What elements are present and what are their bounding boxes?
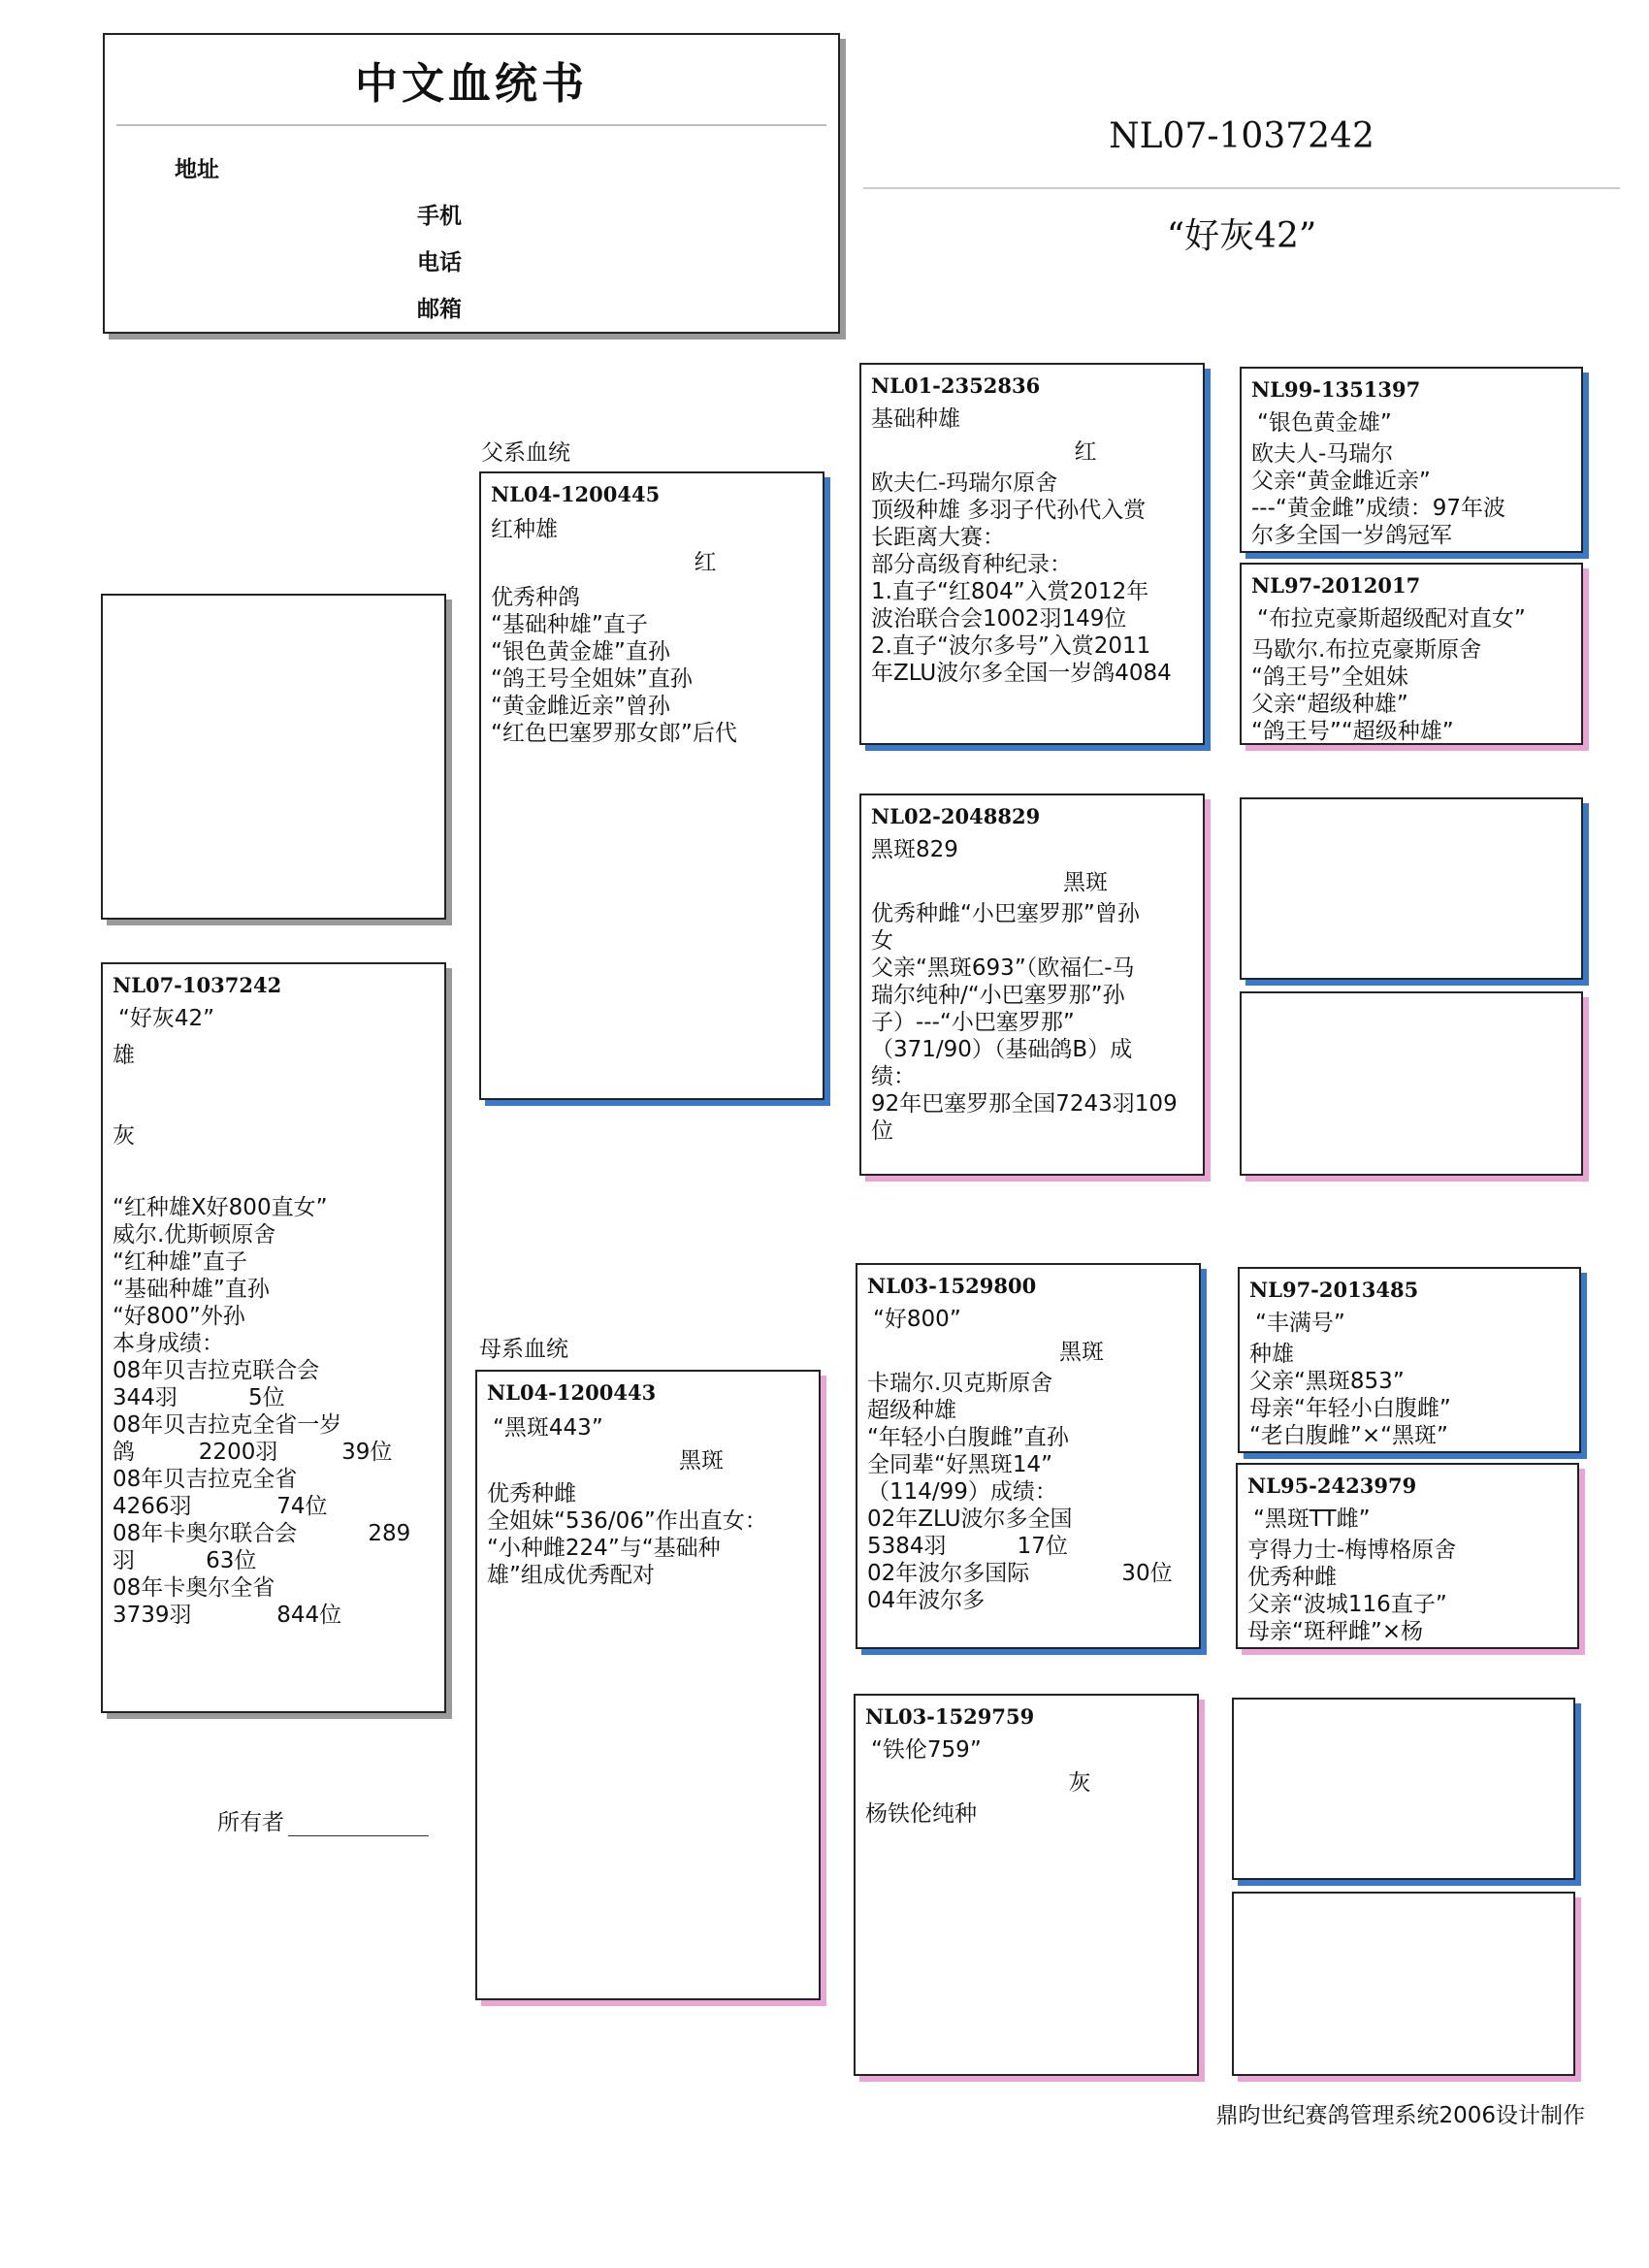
address-label: 地址 xyxy=(175,157,219,182)
sire-line-label: 父系血统 xyxy=(481,440,570,466)
note-line: “年轻小白腹雌”直孙 xyxy=(867,1425,1069,1450)
note-line: ---“黄金雌”成绩：97年波 xyxy=(1251,496,1505,521)
self-notes xyxy=(113,1194,435,1629)
note-line: 1.直子“红804”入赏2012年 xyxy=(871,579,1149,604)
self-card xyxy=(101,962,446,1713)
note-line: 92年巴塞罗那全国7243羽109 xyxy=(871,1091,1178,1117)
dsd-card xyxy=(1236,1463,1579,1649)
sire-name: 红种雄 xyxy=(491,517,558,542)
ss-color: 红 xyxy=(1074,439,1097,465)
header-divider xyxy=(116,124,826,126)
bird-name: “好灰42” xyxy=(1166,216,1317,256)
dss-card xyxy=(1238,1267,1581,1453)
note-line: 优秀种雌 xyxy=(487,1481,576,1507)
ss-notes xyxy=(871,470,1193,687)
note-line: 优秀种鸽 xyxy=(491,585,580,610)
header-box xyxy=(103,33,840,334)
note-line: 部分高级育种纪录： xyxy=(871,552,1072,577)
note-line: 母亲“年轻小白腹雌” xyxy=(1249,1396,1451,1421)
dss-notes xyxy=(1249,1341,1569,1449)
note-line: “老白腹雌”×“黑斑” xyxy=(1249,1423,1448,1448)
ssd-blank-card-2 xyxy=(1240,991,1583,1176)
note-line: “基础种雄”直子 xyxy=(491,612,648,637)
dd-blank-card-2 xyxy=(1232,1892,1575,2076)
dd-ring: NL03-1529759 xyxy=(865,1704,1035,1729)
dss-name: “丰满号” xyxy=(1255,1311,1345,1336)
note-line: “鸽王号全姐妹”直孙 xyxy=(491,666,693,692)
dss-ring: NL97-2013485 xyxy=(1249,1278,1419,1302)
note-line: 4266羽 74位 xyxy=(113,1494,328,1519)
note-line: 顶级种雄 多羽子代孙代入赏 xyxy=(871,498,1147,523)
note-line: 绩： xyxy=(871,1064,916,1089)
note-line: 亨得力士-梅博格原舍 xyxy=(1247,1538,1457,1563)
owner-blank-line xyxy=(288,1812,429,1836)
phone-label: 电话 xyxy=(417,250,462,275)
note-line: （371/90）（基础鸽B）成 xyxy=(871,1037,1133,1062)
owner-field xyxy=(217,1804,429,1836)
ssd-notes xyxy=(1251,636,1571,745)
sire-dam-card xyxy=(859,794,1205,1176)
ss-ring: NL01-2352836 xyxy=(871,373,1041,398)
dam-line-label: 母系血统 xyxy=(479,1337,568,1362)
note-line: 2.直子“波尔多号”入赏2011 xyxy=(871,633,1151,659)
sire-ring: NL04-1200445 xyxy=(491,482,661,506)
note-line: “红种雄”直子 xyxy=(113,1249,247,1275)
dam-color: 黑斑 xyxy=(679,1448,724,1474)
note-line: “基础种雄”直孙 xyxy=(113,1277,270,1302)
dam-sire-card xyxy=(856,1263,1201,1649)
note-line: 位 xyxy=(871,1118,893,1144)
note-line: 08年贝吉拉克联合会 xyxy=(113,1358,320,1383)
sss-notes xyxy=(1251,440,1571,549)
ss-name: 基础种雄 xyxy=(871,406,960,432)
note-line: 优秀种雌“小巴塞罗那”曾孙 xyxy=(871,901,1140,926)
note-line: 瑞尔纯种/“小巴塞罗那”孙 xyxy=(871,983,1125,1008)
ds-name: “好800” xyxy=(873,1307,961,1332)
self-sex: 雄 xyxy=(113,1043,135,1068)
sss-ring: NL99-1351397 xyxy=(1251,377,1421,402)
ssd-blank-card-1 xyxy=(1240,797,1583,980)
note-line: 全同辈“好黑斑14” xyxy=(867,1452,1053,1477)
note-line: “黄金雌近亲”曾孙 xyxy=(491,694,670,719)
note-line: 优秀种雌 xyxy=(1247,1565,1337,1590)
note-line: “好800”外孙 xyxy=(113,1304,245,1329)
note-line: “鸽王号”“超级种雄” xyxy=(1251,719,1454,744)
note-line: 344羽 5位 xyxy=(113,1385,285,1410)
note-line: “小种雌224”与“基础种 xyxy=(487,1536,721,1561)
note-line: 5384羽 17位 xyxy=(867,1534,1068,1559)
sss-name: “银色黄金雄” xyxy=(1257,410,1392,436)
dam-ring: NL04-1200443 xyxy=(487,1380,657,1405)
note-line: 超级种雄 xyxy=(867,1398,956,1423)
ssd-card xyxy=(1240,563,1583,745)
note-line: 08年卡奥尔全省 xyxy=(113,1575,275,1601)
note-line: 08年贝吉拉克全省 xyxy=(113,1467,298,1492)
ssd-ring: NL97-2012017 xyxy=(1251,573,1421,598)
document-title: 中文血统书 xyxy=(355,59,588,109)
note-line: 卡瑞尔.贝克斯原舍 xyxy=(867,1371,1053,1396)
dam-name: “黑斑443” xyxy=(493,1415,603,1441)
self-color: 灰 xyxy=(113,1123,135,1149)
note-line: 年ZLU波尔多全国一岁鸽4084 xyxy=(871,661,1172,686)
note-line: 04年波尔多 xyxy=(867,1588,986,1613)
note-line: （114/99）成绩： xyxy=(867,1479,1057,1505)
note-line: 羽 63位 xyxy=(113,1548,257,1573)
note-line: 全姐妹“536/06”作出直女： xyxy=(487,1508,767,1534)
ds-notes xyxy=(867,1370,1189,1614)
note-line: 08年贝吉拉克全省一岁 xyxy=(113,1412,342,1438)
self-name: “好灰42” xyxy=(118,1006,215,1031)
dd-notes xyxy=(865,1800,1187,1828)
note-line: 欧夫仁-玛瑞尔原舍 xyxy=(871,470,1058,496)
owner-label: 所有者 xyxy=(217,1810,284,1835)
photo-box xyxy=(101,594,446,920)
note-line: 鸽 2200羽 39位 xyxy=(113,1440,393,1465)
note-line: 子）---“小巴塞罗那” xyxy=(871,1010,1075,1035)
note-line: 08年卡奥尔联合会 289 xyxy=(113,1521,411,1546)
ssd-name: “布拉克豪斯超级配对直女” xyxy=(1257,606,1526,632)
sire-notes xyxy=(491,584,813,747)
note-line: 杨铁伦纯种 xyxy=(865,1801,977,1827)
dd-name: “铁伦759” xyxy=(871,1737,982,1763)
note-line: 波治联合会1002羽149位 xyxy=(871,606,1127,632)
sd-color: 黑斑 xyxy=(1063,870,1108,895)
note-line: 父亲“波城116直子” xyxy=(1247,1592,1447,1617)
note-line: 女 xyxy=(871,928,893,954)
note-line: 种雄 xyxy=(1249,1342,1294,1367)
dam-dam-card xyxy=(854,1694,1199,2076)
note-line: 威尔.优斯顿原舍 xyxy=(113,1222,276,1247)
note-line: 父亲“黑斑693”（欧福仁-马 xyxy=(871,956,1135,981)
title-divider xyxy=(863,187,1620,189)
note-line: 3739羽 844位 xyxy=(113,1603,342,1628)
note-line: 02年波尔多国际 30位 xyxy=(867,1561,1173,1586)
note-line: 欧夫人-马瑞尔 xyxy=(1251,441,1394,467)
note-line: 雄”组成优秀配对 xyxy=(487,1563,655,1588)
ds-ring: NL03-1529800 xyxy=(867,1274,1037,1298)
note-line: 02年ZLU波尔多全国 xyxy=(867,1507,1073,1532)
sd-notes xyxy=(871,900,1193,1145)
note-line: “红色巴塞罗那女郎”后代 xyxy=(491,721,737,746)
note-line: “鸽王号”全姐妹 xyxy=(1251,664,1408,690)
sd-name: 黑斑829 xyxy=(871,837,958,862)
email-label: 邮箱 xyxy=(417,297,462,322)
note-line: 本身成绩： xyxy=(113,1331,224,1356)
dsd-ring: NL95-2423979 xyxy=(1247,1474,1417,1498)
dd-blank-card-1 xyxy=(1232,1698,1575,1880)
note-line: 父亲“超级种雄” xyxy=(1251,692,1408,717)
note-line: “银色黄金雄”直孙 xyxy=(491,639,670,664)
dsd-name: “黑斑TT雌” xyxy=(1253,1507,1371,1532)
dam-notes xyxy=(487,1480,809,1589)
self-ring: NL07-1037242 xyxy=(113,973,282,997)
sd-ring: NL02-2048829 xyxy=(871,804,1041,828)
footer-credit: 鼎昀世纪赛鸽管理系统2006设计制作 xyxy=(1215,2103,1585,2128)
bird-ring-number: NL07-1037242 xyxy=(1109,116,1374,156)
note-line: “红种雄X好800直女” xyxy=(113,1195,328,1220)
dam-card xyxy=(475,1370,821,2000)
sss-card xyxy=(1240,367,1583,553)
note-line: 尔多全国一岁鸽冠军 xyxy=(1251,523,1452,548)
note-line: 父亲“黑斑853” xyxy=(1249,1369,1405,1394)
sire-sire-card xyxy=(859,363,1205,745)
note-line: 马歇尔.布拉克豪斯原舍 xyxy=(1251,637,1482,663)
note-line: 长距离大赛： xyxy=(871,525,1005,550)
sire-card xyxy=(479,471,824,1100)
mobile-label: 手机 xyxy=(417,204,462,229)
ds-color: 黑斑 xyxy=(1059,1340,1104,1365)
sire-color: 红 xyxy=(694,550,717,575)
dd-color: 灰 xyxy=(1068,1770,1091,1796)
note-line: 父亲“黄金雌近亲” xyxy=(1251,469,1431,494)
note-line: 母亲“斑秤雌”×杨 xyxy=(1247,1619,1424,1644)
dsd-notes xyxy=(1247,1537,1568,1645)
